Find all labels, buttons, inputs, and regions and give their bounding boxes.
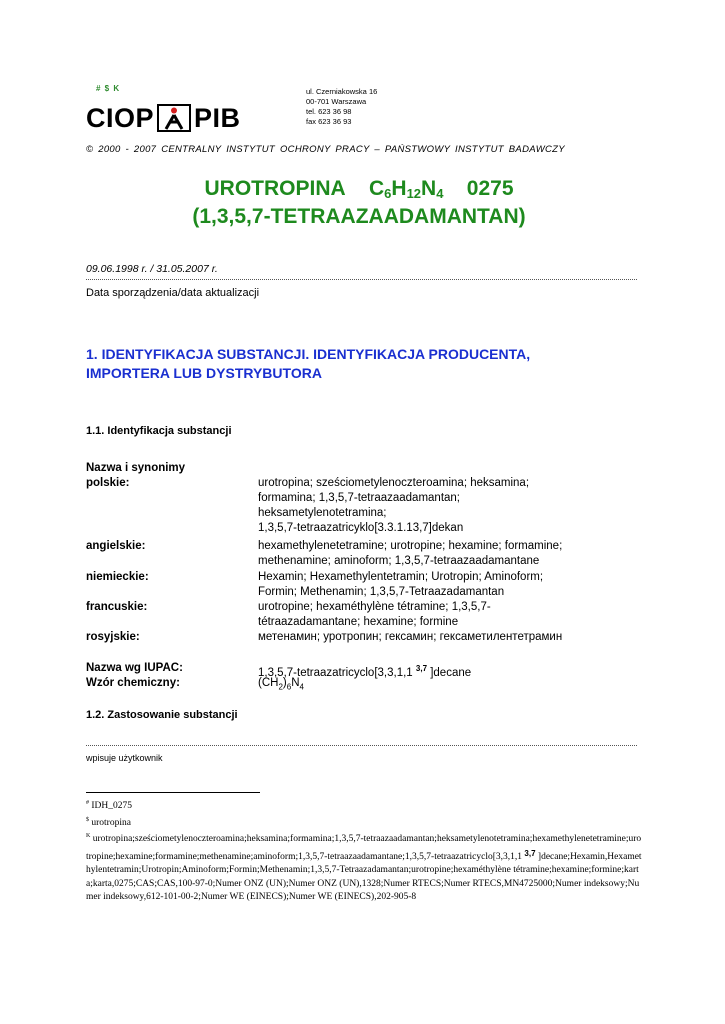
user-fill-note: wpisuje użytkownik bbox=[86, 753, 163, 763]
footnote-text: urotropina;sześciometylenoczteroamina;heksamina;formamina;1,3,5,7-tetraazaadamantan;heksametylenotetramina;hexamethylenetetramine;urotropine;hexamine;formamine;methenamine;aminoform;1,3,5,7-tetraazaadamantane;1,3,5,7-tetraazatricyclo[3,3,1,1 bbox=[86, 834, 642, 862]
synonym-line: метенамин; уротропин; гексамин; гексаметилентетрамин bbox=[258, 631, 563, 643]
synonym-line: methenamine; aminoform; 1,3,5,7-tetraazaadamantane bbox=[258, 555, 540, 567]
french-label: francuskie: bbox=[86, 601, 148, 613]
synonym-line: tétraazadamantane; hexamine; formine bbox=[258, 616, 459, 628]
logo-text-right: PIB bbox=[194, 103, 241, 133]
formula-part: N bbox=[291, 677, 300, 689]
ciop-pib-logo bbox=[86, 104, 241, 132]
footnotes bbox=[86, 797, 642, 905]
section-heading-line: 1. IDENTYFIKACJA SUBSTANCJI. IDENTYFIKACJA PRODUCENTA, bbox=[86, 346, 531, 362]
address-block bbox=[306, 87, 377, 127]
footnote-text: ]decane;Hexamin,Hexamethylentetramin;Urotropin;Aminoform;Formin;Methenamin;1,3,5,7-Tetraazadamantan;urotropine;hexaméthylène tétramine;hexamine;formine;karta;karta,0275;CAS;CAS,100-97-0;Numer ONZ (UN);Numer ONZ (UN),1328;Numer RTECS;Numer RTECS,MN4725000;Numer indeksowy;Numer indeksowy,612-101-00-2;Numer WE (EINECS);Numer WE (EINECS),202-905-8 bbox=[86, 851, 642, 903]
dates-value: 09.06.1998 r. / 31.05.2007 r. bbox=[86, 263, 218, 275]
logo-figure-icon bbox=[157, 104, 191, 132]
synonym-line: urotropine; hexaméthylène tétramine; 1,3,5,7- bbox=[258, 601, 491, 613]
english-synonyms bbox=[258, 539, 638, 569]
logo-text-left: CIOP bbox=[86, 103, 155, 133]
names-heading: Nazwa i synonimy bbox=[86, 462, 186, 474]
title-number: 0275 bbox=[466, 177, 514, 200]
formula-part: (CH bbox=[258, 677, 279, 689]
chemical-formula bbox=[258, 676, 638, 694]
synonym-line: 1,3,5,7-tetraazatricyklo[3.3.1.13,7]dekan bbox=[258, 522, 464, 534]
title-formula bbox=[369, 177, 443, 200]
subsection-1-2-heading: 1.2. Zastosowanie substancji bbox=[86, 709, 238, 721]
copyright-line: © 2000 - 2007 CENTRALNY INSTYTUT OCHRONY PRACY – PAŃSTWOWY INSTYTUT BADAWCZY bbox=[86, 144, 565, 155]
footnote bbox=[86, 830, 642, 905]
formula-part: ) bbox=[282, 677, 287, 689]
formula-label: Wzór chemiczny: bbox=[86, 677, 180, 689]
footnote-mark: $ bbox=[86, 816, 89, 823]
formula-subscript: 4 bbox=[436, 186, 444, 201]
formula-subscript: 4 bbox=[299, 682, 304, 692]
german-label: niemieckie: bbox=[86, 571, 149, 583]
synonym-line: Formin; Methenamin; 1,3,5,7-Tetraazadamantan bbox=[258, 586, 505, 598]
address-line: tel. 623 36 98 bbox=[306, 107, 352, 116]
footnote-text: urotropina bbox=[89, 817, 131, 828]
iupac-label: Nazwa wg IUPAC: bbox=[86, 662, 183, 674]
header-marks: # $ K bbox=[96, 84, 121, 93]
dotted-divider bbox=[86, 745, 637, 746]
iupac-text: ]decane bbox=[427, 666, 472, 679]
formula-subscript: 6 bbox=[384, 186, 392, 201]
english-label: angielskie: bbox=[86, 540, 146, 552]
polish-label: polskie: bbox=[86, 477, 130, 489]
title-name: UROTROPINA bbox=[204, 177, 346, 200]
synonym-line: urotropina; sześciometylenoczteroamina; heksamina; bbox=[258, 477, 530, 489]
footnote-rule bbox=[86, 792, 260, 793]
footnote-mark: # bbox=[86, 800, 89, 806]
formula-part: C bbox=[369, 177, 385, 200]
formula-part: N bbox=[421, 177, 437, 200]
russian-label: rosyjskie: bbox=[86, 631, 140, 643]
dates-caption: Data sporządzenia/data aktualizacji bbox=[86, 287, 260, 299]
subsection-1-1-heading: 1.1. Identyfikacja substancji bbox=[86, 425, 232, 437]
dotted-divider bbox=[86, 279, 637, 280]
iupac-superscript: 3,7 bbox=[415, 664, 428, 673]
iupac-text: 1,3,5,7-tetraazatricyclo[3,3,1,1 bbox=[258, 666, 416, 679]
synonym-line: heksametylenotetramina; bbox=[258, 507, 387, 519]
french-synonyms bbox=[258, 600, 638, 630]
formula-part: H bbox=[391, 177, 407, 200]
section-heading-line: IMPORTERA LUB DYSTRYBUTORA bbox=[86, 365, 322, 381]
synonym-line: Hexamin; Hexamethylentetramin; Urotropin; Aminoform; bbox=[258, 571, 544, 583]
footnote-mark: K bbox=[86, 833, 91, 840]
synonym-line: hexamethylenetetramine; urotropine; hexamine; formamine; bbox=[258, 540, 563, 552]
synonym-line: formamina; 1,3,5,7-tetraazaadamantan; bbox=[258, 492, 461, 504]
footnote bbox=[86, 814, 642, 831]
formula-subscript: 6 bbox=[286, 682, 292, 692]
address-line: 00-701 Warszawa bbox=[306, 97, 367, 106]
polish-synonyms bbox=[258, 476, 638, 536]
footnote-superscript: 3,7 bbox=[524, 848, 536, 858]
section-1-heading bbox=[86, 345, 646, 383]
formula-subscript: 2 bbox=[278, 682, 283, 692]
address-line: fax 623 36 93 bbox=[306, 117, 352, 126]
russian-synonyms bbox=[258, 630, 638, 645]
document-title bbox=[86, 175, 632, 202]
footnote bbox=[86, 797, 642, 814]
document-subtitle: (1,3,5,7-TETRAAZAADAMANTAN) bbox=[192, 205, 526, 228]
footnote-text: IDH_0275 bbox=[89, 801, 133, 812]
german-synonyms bbox=[258, 570, 638, 600]
address-line: ul. Czerniakowska 16 bbox=[306, 87, 378, 96]
formula-subscript: 12 bbox=[406, 186, 422, 201]
